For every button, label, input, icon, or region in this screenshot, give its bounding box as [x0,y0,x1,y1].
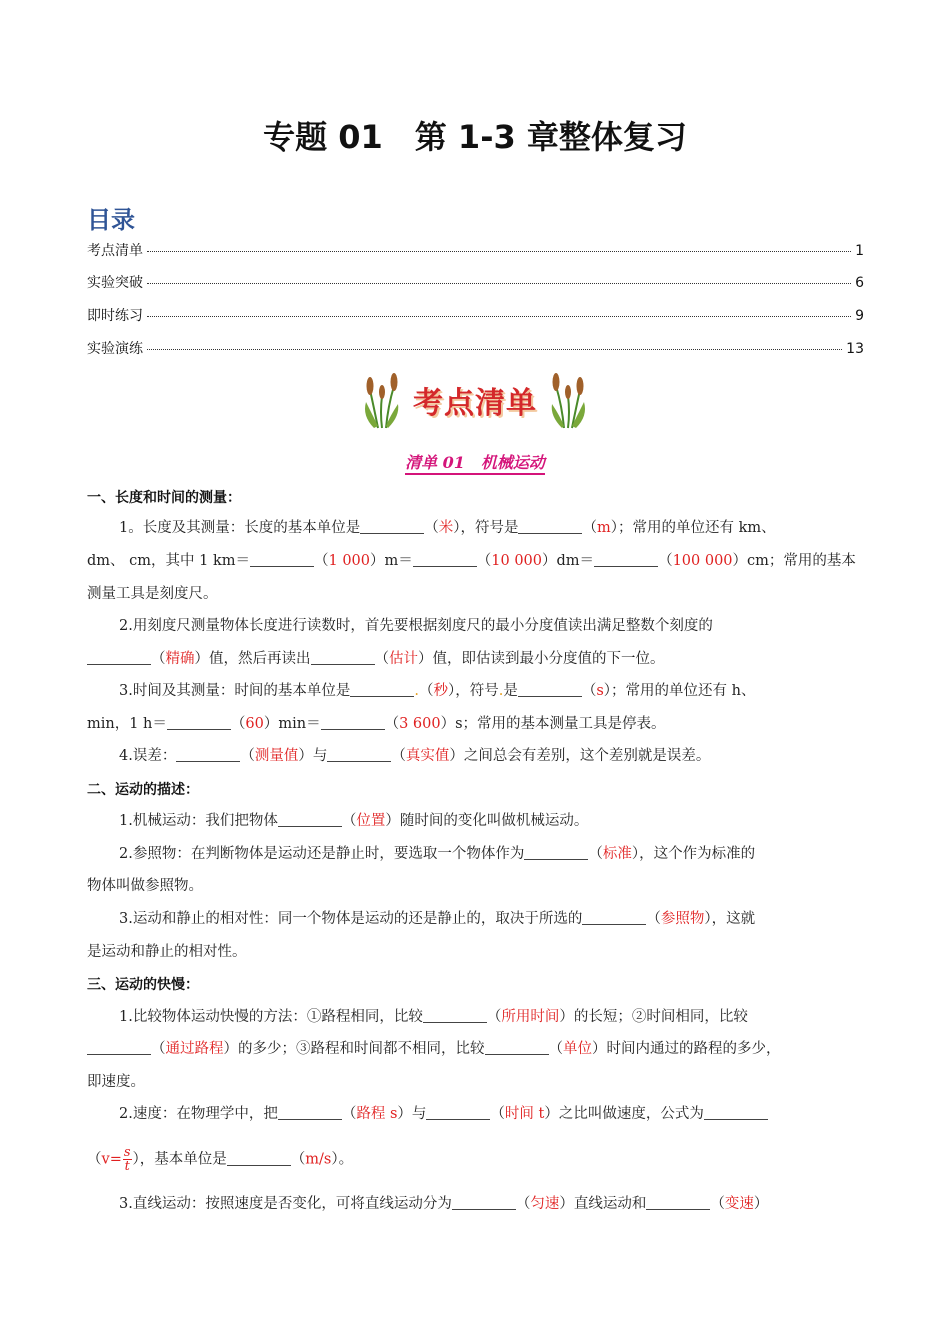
paragraph-line: dm、 cm，其中 1 km＝ （1 000）m＝ （10 000）dm＝ （100 000）cm；常用的基本 [87,553,856,569]
paragraph-line: 1.机械运动：我们把物体 （位置）随时间的变化叫做机械运动。 [119,813,589,829]
paragraph-line: 3.时间及其测量：时间的基本单位是 .（秒），符号.是 （s）；常用的单位还有 h、 [119,683,756,699]
toc-item[interactable] [87,305,864,325]
list-title: 清单 01 机械运动 [0,450,950,473]
toc-item-label: 实验突破 [87,275,143,291]
toc-item-label: 即时练习 [87,308,143,324]
paragraph-line: （精确）值，然后再读出 （估计）值，即估读到最小分度值的下一位。 [87,649,864,669]
paragraph-line: 1.比较物体运动快慢的方法：①路程相同，比较 （所用时间）的长短；②时间相同，比较 [119,1009,748,1025]
paragraph-line: 物体叫做参照物。 [87,878,203,894]
paragraph-line: 3.运动和静止的相对性：同一个物体是运动的还是静止的，取决于所选的 （参照物），这就 [119,911,756,927]
section-heading: 一、长度和时间的测量： [87,490,241,506]
paragraph-line: 测量工具是刻度尺。 [87,586,218,602]
paragraph-line: （通过路程）的多少；③路程和时间都不相同，比较 （单位）时间内通过的路程的多少， [87,1039,864,1059]
paragraph-line: 即速度。 [87,1074,145,1090]
toc-item[interactable] [87,272,864,292]
toc-item-label: 实验演练 [87,341,143,357]
toc-item-page: 1 [855,243,864,259]
toc-item-page: 6 [855,275,864,291]
paragraph-line: 2.用刻度尺测量物体长度进行读数时，首先要根据刻度尺的最小分度值读出满足整数个刻度的 [119,618,713,634]
toc-item-page: 9 [855,308,864,324]
paragraph-line: 3.直线运动：按照速度是否变化，可将直线运动分为 （匀速）直线运动和 （变速） [119,1196,769,1212]
toc-heading: 目录 [87,206,135,234]
paragraph-line: （v= $\frac{s}{t}$ ），基本单位是 （m/s）。 [87,1145,354,1174]
paragraph-line: 2.参照物：在判断物体是运动还是静止时，要选取一个物体作为 （标准），这个作为标准的 [119,846,756,862]
toc-item[interactable] [87,338,864,358]
toc-item-page: 13 [846,341,864,357]
toc-item-label: 考点清单 [87,243,143,259]
paragraph-line: 1。长度及其测量：长度的基本单位是 （米），符号是 （m）；常用的单位还有 km、 [119,520,776,536]
paragraph-line: 4.误差： （测量值）与 （真实值）之间总会有差别，这个差别就是误差。 [119,748,711,764]
toc-item[interactable] [87,240,864,260]
paragraph-line: min，1 h＝ （60）min＝ （3 600）s；常用的基本测量工具是停表。 [87,716,666,732]
banner-title: 考点清单 [413,386,537,421]
section-heading: 三、运动的快慢： [87,977,199,993]
paragraph-line: 2.速度：在物理学中，把 （路程 s）与 （时间 t）之比叫做速度，公式为 [87,1104,896,1124]
paragraph-line: 是运动和静止的相对性。 [87,944,247,960]
page-title: 专题 01 第 1-3 章整体复习 [263,118,687,156]
speed-formula: $\frac{s}{t}$ [123,1145,131,1174]
section-banner [360,372,590,430]
section-heading: 二、运动的描述： [87,782,199,798]
